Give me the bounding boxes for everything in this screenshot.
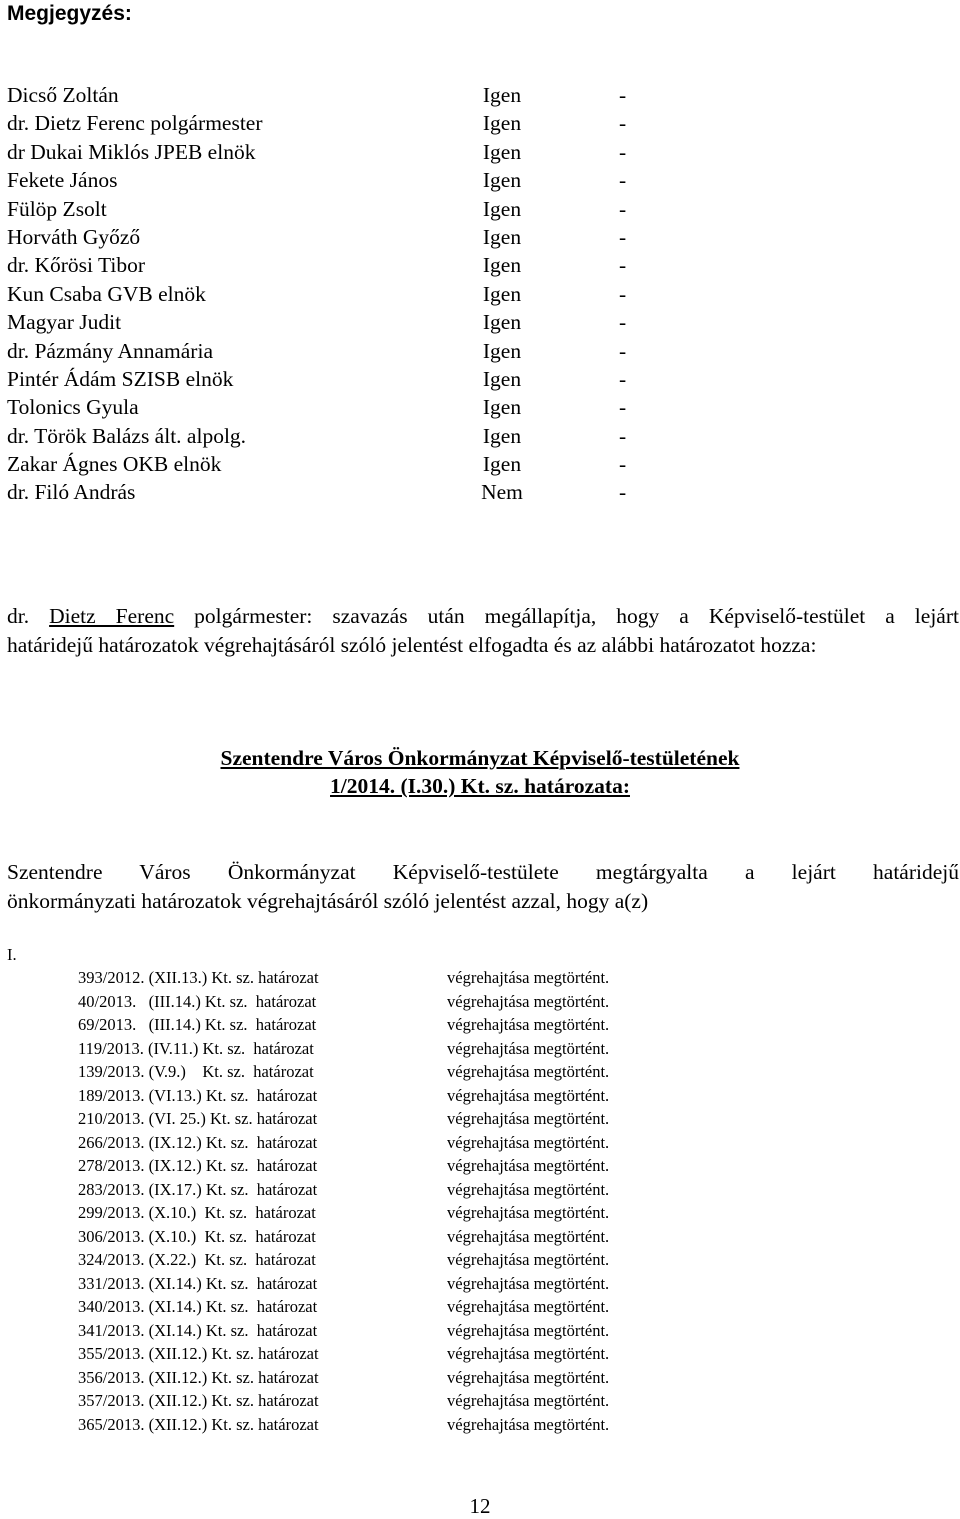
resolution-row	[78, 990, 678, 1014]
resolution-status: végrehajtása megtörtént.	[447, 1062, 610, 1081]
resolution-ref: 341/2013. (XI.14.) Kt. sz. határozat	[78, 1320, 318, 1340]
resolution-text	[7, 858, 959, 915]
abstain-value: -	[619, 338, 627, 363]
abstain-value: -	[619, 111, 627, 136]
voter-name: Fülöp Zsolt	[7, 196, 107, 221]
vote-value: Igen	[482, 253, 522, 278]
resolution-status: végrehajtása megtörtént.	[447, 1038, 610, 1058]
abstain-value: -	[619, 83, 627, 107]
vote-row	[7, 166, 647, 194]
resolution-row	[78, 1225, 678, 1249]
abstain-value: -	[619, 310, 627, 335]
vote-row	[7, 308, 647, 336]
resolution-row	[78, 1201, 678, 1225]
vote-value: Igen	[482, 452, 522, 477]
resolution-ref: 210/2013. (VI. 25.) Kt. sz. határozat	[78, 1109, 318, 1128]
vote-list	[7, 81, 647, 507]
statement-line-1	[7, 602, 959, 631]
resolution-row	[78, 1272, 678, 1296]
page-heading: Megjegyzés:	[7, 2, 132, 25]
vote-value: Igen	[482, 139, 522, 164]
resolution-row	[78, 1248, 678, 1272]
vote-value: Igen	[482, 83, 522, 107]
vote-row	[7, 138, 647, 166]
resolution-status: végrehajtása megtörtént.	[447, 1179, 610, 1199]
resolution-text-line-2: önkormányzati határozatok végrehajtásáról szóló jelentést azzal, hogy a(z)	[7, 888, 649, 913]
voter-name: dr. Török Balázs ált. alpolg.	[7, 423, 247, 448]
page-number: 12	[469, 1494, 491, 1518]
mayor-statement	[7, 602, 959, 659]
resolution-title	[0, 744, 960, 800]
resolution-status: végrehajtása megtörtént.	[447, 1414, 610, 1434]
vote-value: Igen	[482, 310, 522, 335]
resolution-status: végrehajtása megtörtént.	[447, 1132, 610, 1152]
resolution-row	[78, 1131, 678, 1155]
vote-value: Igen	[482, 281, 522, 306]
resolution-ref: 324/2013. (X.22.) Kt. sz. határozat	[78, 1250, 316, 1269]
vote-row	[7, 422, 647, 450]
voter-name: Horváth Győző	[7, 224, 141, 249]
resolution-list	[78, 966, 678, 1436]
vote-value: Igen	[482, 224, 522, 249]
resolution-row	[78, 966, 678, 990]
resolution-row	[78, 1413, 678, 1437]
abstain-value: -	[619, 139, 627, 164]
vote-row	[7, 195, 647, 223]
resolution-ref: 299/2013. (X.10.) Kt. sz. határozat	[78, 1203, 316, 1222]
abstain-value: -	[619, 168, 627, 193]
voter-name: dr. Pázmány Annamária	[7, 338, 213, 363]
resolution-row	[78, 1013, 678, 1037]
resolution-status: végrehajtása megtörtént.	[447, 1391, 610, 1410]
abstain-value: -	[619, 366, 627, 391]
vote-value: Igen	[482, 196, 522, 221]
resolution-status: végrehajtása megtörtént.	[447, 1273, 610, 1293]
resolution-ref: 189/2013. (VI.13.) Kt. sz. határozat	[78, 1085, 318, 1105]
resolution-status: végrehajtása megtörtént.	[447, 1203, 610, 1222]
vote-row	[7, 365, 647, 393]
vote-row	[7, 81, 647, 109]
speaker-name: Dietz Ferenc	[49, 604, 175, 628]
voter-name: dr Dukai Miklós JPEB elnök	[7, 139, 256, 164]
voter-name: dr. Kőrösi Tibor	[7, 253, 145, 278]
abstain-value: -	[619, 423, 627, 448]
resolution-ref: 278/2013. (IX.12.) Kt. sz. határozat	[78, 1156, 318, 1175]
vote-value: Nem	[481, 480, 523, 505]
abstain-value: -	[619, 395, 627, 420]
statement-line-1-rest: polgármester: szavazás után megállapítja, hogy a Képviselő-testület a lejárt	[174, 604, 959, 628]
vote-value: Igen	[482, 366, 522, 391]
resolution-ref: 357/2013. (XII.12.) Kt. sz. határozat	[78, 1391, 319, 1410]
resolution-status: végrehajtása megtörtént.	[447, 1015, 610, 1034]
resolution-status: végrehajtása megtörtént.	[447, 1250, 610, 1269]
resolution-row	[78, 1366, 678, 1390]
abstain-value: -	[619, 480, 627, 505]
vote-value: Igen	[482, 395, 522, 420]
abstain-value: -	[619, 196, 627, 221]
resolution-row	[78, 1084, 678, 1108]
vote-row	[7, 393, 647, 421]
resolution-row	[78, 1060, 678, 1084]
voter-name: dr. Filó András	[7, 480, 136, 505]
resolution-status: végrehajtása megtörtént.	[447, 1367, 610, 1387]
voter-name: dr. Dietz Ferenc polgármester	[7, 111, 263, 136]
resolution-ref: 69/2013. (III.14.) Kt. sz. határozat	[78, 1015, 317, 1034]
vote-row	[7, 337, 647, 365]
resolution-ref: 365/2013. (XII.12.) Kt. sz. határozat	[78, 1414, 319, 1434]
resolution-ref: 331/2013. (XI.14.) Kt. sz. határozat	[78, 1273, 318, 1293]
voter-name: Tolonics Gyula	[7, 395, 139, 420]
vote-value: Igen	[482, 423, 522, 448]
statement-line-2: határidejű határozatok végrehajtásáról szóló jelentést elfogadta és az alábbi határozatot hozza:	[7, 632, 817, 657]
resolution-ref: 393/2012. (XII.13.) Kt. sz. határozat	[78, 968, 319, 987]
resolution-row	[78, 1107, 678, 1131]
resolution-row	[78, 1295, 678, 1319]
voter-name: Zakar Ágnes OKB elnök	[7, 452, 222, 477]
resolution-ref: 355/2013. (XII.12.) Kt. sz. határozat	[78, 1344, 319, 1363]
resolution-status: végrehajtása megtörtént.	[447, 1320, 610, 1340]
voter-name: Pintér Ádám SZISB elnök	[7, 366, 234, 391]
resolution-ref: 139/2013. (V.9.) Kt. sz. határozat	[78, 1062, 314, 1081]
vote-row	[7, 251, 647, 279]
vote-row	[7, 478, 647, 506]
resolution-row	[78, 1319, 678, 1343]
vote-row	[7, 450, 647, 478]
resolution-status: végrehajtása megtörtént.	[447, 1344, 610, 1363]
resolution-status: végrehajtása megtörtént.	[447, 1226, 610, 1246]
resolution-row	[78, 1342, 678, 1366]
resolution-status: végrehajtása megtörtént.	[447, 991, 610, 1011]
resolution-status: végrehajtása megtörtént.	[447, 1297, 610, 1316]
resolution-status: végrehajtása megtörtént.	[447, 1085, 610, 1105]
resolution-ref: 266/2013. (IX.12.) Kt. sz. határozat	[78, 1132, 318, 1152]
section-mark: I.	[7, 945, 17, 964]
resolution-ref: 40/2013. (III.14.) Kt. sz. határozat	[78, 991, 317, 1011]
abstain-value: -	[619, 452, 627, 477]
resolution-text-line-1: Szentendre Város Önkormányzat Képviselő-testülete megtárgyalta a lejárt határidejű	[7, 860, 959, 884]
resolution-ref: 283/2013. (IX.17.) Kt. sz. határozat	[78, 1179, 318, 1199]
abstain-value: -	[619, 253, 627, 278]
abstain-value: -	[619, 281, 627, 306]
voter-name: Magyar Judit	[7, 310, 122, 335]
voter-name: Kun Csaba GVB elnök	[7, 281, 206, 306]
voter-name: Dicső Zoltán	[7, 83, 119, 107]
resolution-title-line-2: 1/2014. (I.30.) Kt. sz. határozata:	[330, 774, 630, 798]
resolution-ref: 356/2013. (XII.12.) Kt. sz. határozat	[78, 1367, 319, 1387]
resolution-status: végrehajtása megtörtént.	[447, 1156, 610, 1175]
resolution-ref: 306/2013. (X.10.) Kt. sz. határozat	[78, 1226, 316, 1246]
vote-value: Igen	[482, 168, 522, 193]
resolution-row	[78, 1178, 678, 1202]
vote-row	[7, 280, 647, 308]
voter-name: Fekete János	[7, 168, 118, 193]
resolution-ref: 340/2013. (XI.14.) Kt. sz. határozat	[78, 1297, 318, 1316]
resolution-ref: 119/2013. (IV.11.) Kt. sz. határozat	[78, 1038, 314, 1058]
resolution-row	[78, 1154, 678, 1178]
speaker-prefix: dr.	[7, 604, 50, 628]
resolution-status: végrehajtása megtörtént.	[447, 968, 610, 987]
resolution-row	[78, 1389, 678, 1413]
vote-row	[7, 109, 647, 137]
vote-value: Igen	[482, 338, 522, 363]
abstain-value: -	[619, 224, 627, 249]
resolution-row	[78, 1037, 678, 1061]
resolution-title-line-1: Szentendre Város Önkormányzat Képviselő-testületének	[220, 746, 740, 770]
vote-row	[7, 223, 647, 251]
vote-value: Igen	[482, 111, 522, 136]
resolution-status: végrehajtása megtörtént.	[447, 1109, 610, 1128]
